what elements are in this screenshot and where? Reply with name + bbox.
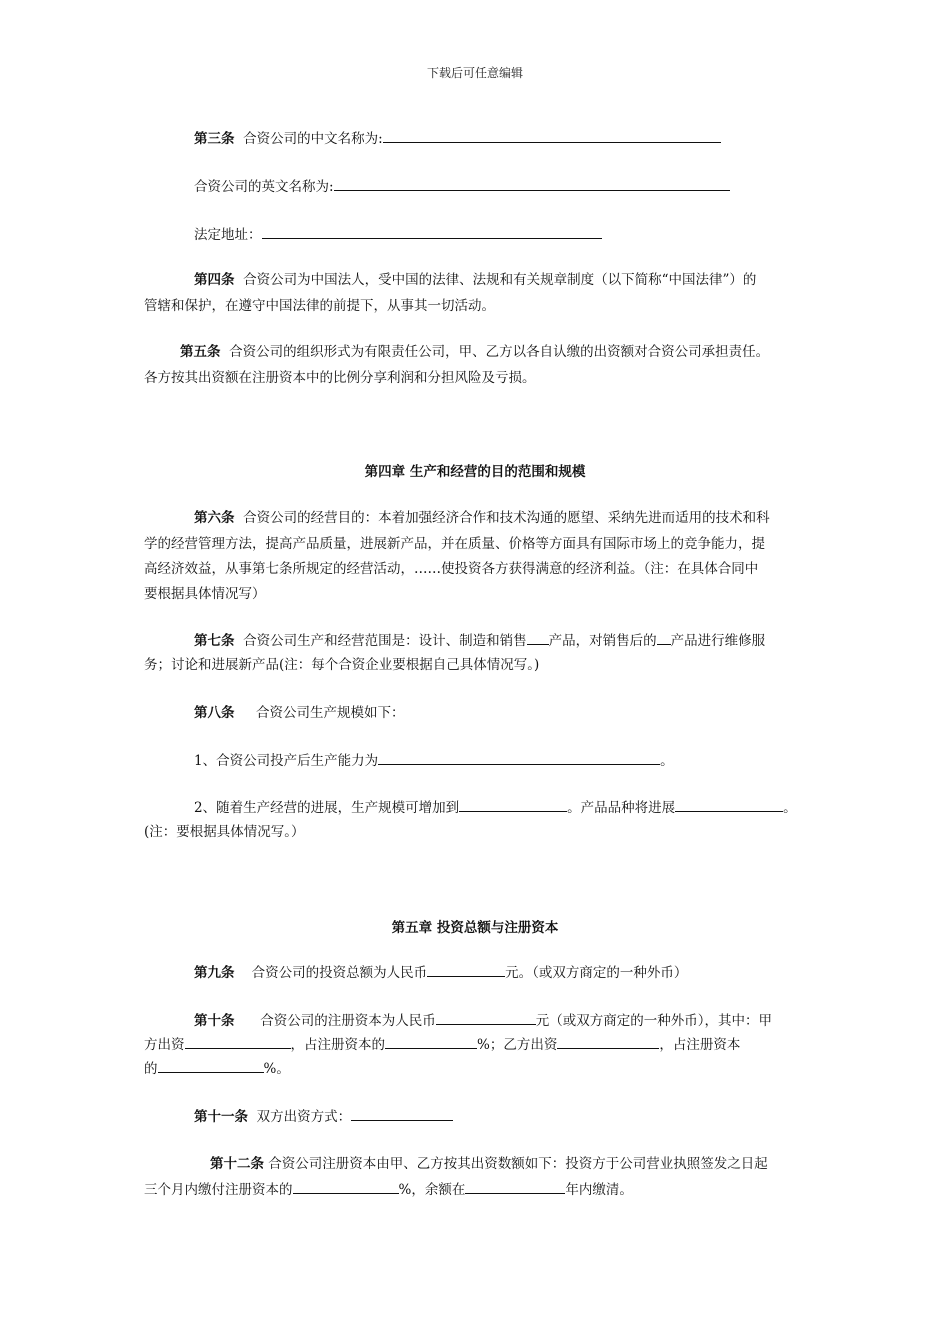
party-b-share-label: ，占注册资本 — [659, 1037, 741, 1053]
article-12-line-1 — [210, 1154, 768, 1174]
initial-payment-percentage-blank[interactable] — [293, 1179, 399, 1194]
remaining-years-blank[interactable] — [465, 1179, 565, 1194]
chinese-name-blank[interactable] — [383, 128, 721, 143]
party-b-label: %；乙方出资 — [477, 1037, 558, 1053]
article-3-label: 第三条 — [194, 131, 235, 147]
article-10-line-3 — [144, 1058, 290, 1079]
article-7-text-3: 产品进行维修服 — [670, 633, 766, 649]
after-sales-product-blank[interactable] — [657, 630, 671, 645]
english-name-label: 合资公司的英文名称为: — [194, 179, 334, 195]
article-6-line-2: 学的经营管理方法，提高产品质量，进展新产品，并在质量、价格等方面具有国际市场上的竞争能力，提 — [144, 536, 765, 552]
article-11-line — [194, 1106, 453, 1127]
page-header: 下载后可任意编辑 — [426, 66, 523, 80]
chapter-5-title: 第五章 投资总额与注册资本 — [391, 920, 559, 936]
article-9-line — [194, 962, 687, 983]
article-12-label: 第十二条 — [210, 1156, 264, 1172]
article-12-text-3: %，余额在 — [398, 1182, 466, 1198]
article-6-text: 合资公司的经营目的：本着加强经济合作和技术沟通的愿望、采纳先进而适用的技术和科 — [243, 510, 770, 526]
english-name-row — [194, 176, 730, 197]
article-9-text-2: 元。（或双方商定的一种外币） — [505, 965, 688, 981]
article-7-label: 第七条 — [194, 633, 235, 649]
product-variety-blank[interactable] — [675, 797, 783, 812]
legal-address-label: 法定地址： — [194, 227, 262, 243]
article-5-text: 合资公司的组织形式为有限责任公司，甲、乙方以各自认缴的出资额对合资公司承担责任。 — [229, 344, 770, 360]
item-1-end: 。 — [660, 753, 674, 769]
article-5-label: 第五条 — [180, 344, 221, 360]
article-4-label: 第四条 — [194, 272, 235, 288]
article-3 — [194, 128, 721, 149]
article-7-text-2: 产品，对销售后的 — [548, 633, 657, 649]
article-12-text-4: 年内缴清。 — [565, 1182, 633, 1198]
article-9-text-1: 合资公司的投资总额为人民币 — [251, 965, 428, 981]
article-8-item-2 — [194, 797, 797, 818]
chapter-4-title: 第四章 生产和经营的目的范围和规模 — [364, 464, 586, 480]
party-b-of: 的 — [144, 1061, 158, 1077]
article-11-text: 双方出资方式： — [256, 1109, 352, 1125]
contribution-method-blank[interactable] — [351, 1106, 453, 1121]
article-4-text: 合资公司为中国法人，受中国的法律、法规和有关规章制度（以下简称“中国法律”）的 — [243, 272, 757, 288]
item-2-end: 。 — [783, 800, 797, 816]
article-10-label: 第十条 — [194, 1013, 235, 1029]
party-b-percentage-blank[interactable] — [158, 1058, 264, 1073]
chinese-name-label: 合资公司的中文名称为: — [243, 131, 383, 147]
scale-increase-blank[interactable] — [459, 797, 567, 812]
article-6-line-3: 高经济效益，从事第七条所规定的经营活动，……使投资各方获得满意的经济利益。（注：在具体合同中 — [144, 561, 759, 577]
article-8-note: (注：要根据具体情况写。） — [144, 824, 305, 840]
article-9-label: 第九条 — [194, 965, 235, 981]
total-investment-blank[interactable] — [427, 962, 505, 977]
article-10-line-1 — [194, 1010, 772, 1031]
registered-capital-blank[interactable] — [436, 1010, 536, 1025]
party-a-label: 方出资 — [144, 1037, 185, 1053]
capacity-blank[interactable] — [378, 750, 660, 765]
article-11-label: 第十一条 — [194, 1109, 248, 1125]
party-b-percent: %。 — [263, 1061, 290, 1077]
legal-address-blank[interactable] — [262, 224, 602, 239]
article-8-text: 合资公司生产规模如下： — [255, 705, 405, 721]
legal-address-row — [194, 224, 602, 245]
article-7-line-2: 务；讨论和进展新产品(注：每个合资企业要根据自己具体情况写。) — [144, 657, 540, 673]
product-blank[interactable] — [527, 630, 549, 645]
item-1-text: 1、合资公司投产后生产能力为 — [194, 753, 379, 769]
article-6-label: 第六条 — [194, 510, 235, 526]
article-4-line-1 — [194, 270, 756, 290]
article-6-line-4: 要根据具体情况写） — [144, 586, 266, 602]
article-8-label: 第八条 — [194, 705, 235, 721]
party-a-contribution-blank[interactable] — [185, 1034, 291, 1049]
item-2-text: 2、随着生产经营的进展，生产规模可增加到 — [194, 800, 460, 816]
party-a-percentage-blank[interactable] — [385, 1034, 477, 1049]
english-name-blank[interactable] — [334, 176, 730, 191]
article-10-text-1: 合资公司的注册资本为人民币 — [260, 1013, 436, 1029]
article-6-line-1 — [194, 508, 770, 528]
article-12-line-2 — [144, 1179, 633, 1200]
article-12-text: 合资公司注册资本由甲、乙方按其出资数额如下：投资方于公司营业执照签发之日起 — [268, 1156, 768, 1172]
article-5-line-1 — [180, 342, 769, 362]
article-4-line-2: 管辖和保护，在遵守中国法律的前提下，从事其一切活动。 — [144, 298, 495, 314]
article-5-line-2: 各方按其出资额在注册资本中的比例分享利润和分担风险及亏损。 — [144, 370, 536, 386]
article-10-line-2 — [144, 1034, 740, 1055]
item-2-text-2: 。产品品种将进展 — [567, 800, 676, 816]
article-10-text-2: 元（或双方商定的一种外币），其中：甲 — [535, 1013, 772, 1029]
article-8-item-1 — [194, 750, 674, 771]
article-8-line — [194, 703, 404, 723]
article-7-line-1 — [194, 630, 765, 651]
article-7-text-1: 合资公司生产和经营范围是：设计、制造和销售 — [243, 633, 527, 649]
article-12-text-2: 三个月内缴付注册资本的 — [144, 1182, 293, 1198]
party-b-contribution-blank[interactable] — [557, 1034, 659, 1049]
party-a-share-label: ，占注册资本的 — [290, 1037, 385, 1053]
